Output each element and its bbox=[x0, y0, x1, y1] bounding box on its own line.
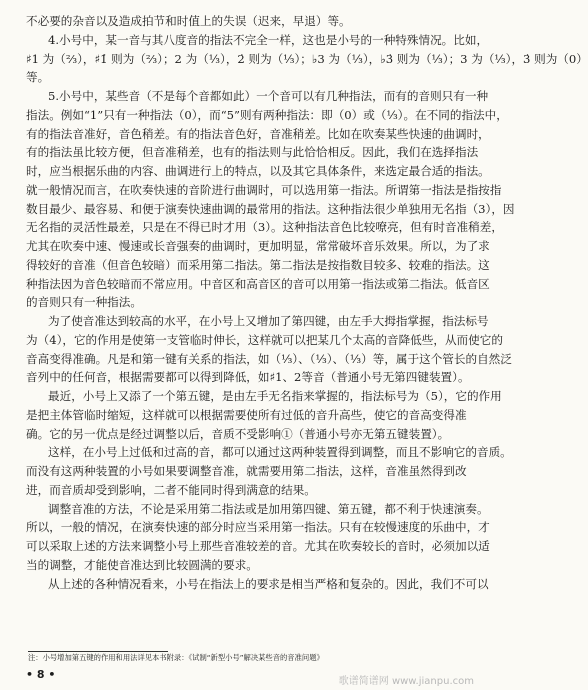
text-line: 数目最少、最容易、和便于演奏快速曲调的最常用的指法。这种指法很少单独用无名指（3），因 bbox=[26, 201, 515, 216]
text-line: 从上述的各种情况看来，小号在指法上的要求是相当严格和复杂的。因此，我们不可以 bbox=[48, 576, 489, 591]
watermark: 歌谱简谱网 www.jianpu.com bbox=[338, 676, 474, 687]
text-line: 种指法因为音色较暗而不常应用。中音区和高音区的音可以用第一指法或第二指法。低音区 bbox=[26, 276, 490, 291]
text-line: 5.小号中，某些音（不是每个音都如此）一个音可以有几种指法，而有的音则只有一种 bbox=[48, 89, 489, 103]
text-line: 确。它的另一优点是经过调整以后，音质不受影响①（普通小号亦无第五键装置）。 bbox=[26, 426, 450, 441]
text-line: 进，而音质却受到影响，二者不能同时得到满意的结果。 bbox=[26, 482, 316, 497]
text-line: 等。 bbox=[26, 70, 50, 85]
body-text bbox=[26, 12, 588, 593]
text-line: 尤其在吹奏中速、慢速或长音强奏的曲调时，更加明显，常常破坏音乐效果。所以，为了求 bbox=[26, 239, 490, 253]
text-line: 为了使音准达到较高的水平，在小号上又增加了第四键，由左手大拇指掌握，指法标号 bbox=[48, 314, 489, 328]
text-line: 是把主体管临时缩短，这样就可以根据需要使所有过低的音升高些，使它的音高变得准 bbox=[26, 407, 467, 422]
text-line: 而没有这两种装置的小号如果要调整音准，就需要用第二指法，这样，音准虽然得到改 bbox=[26, 464, 467, 478]
text-line: 这样，在小号上过低和过高的音，都可以通过这两种装置得到调整，而且不影响它的音质。 bbox=[48, 445, 512, 460]
footnote: 注：小号增加第五键的作用和用法详见本书附录：《试制“新型小号”解决某些音的音准问题》 bbox=[28, 653, 324, 662]
text-line: 音列中的任何音，根据需要都可以得到降低，如♯1、2等音（普通小号无第四键装置）。 bbox=[26, 370, 470, 385]
footnote-divider bbox=[28, 651, 168, 652]
text-line: 调整音准的方法，不论是采用第二指法或是加用第四键、第五键，都不利于快速演奏。 bbox=[48, 501, 489, 516]
text-line: 得较好的音准（但音色较暗）而采用第二指法。第二指法是按指数目较多、较难的指法。这 bbox=[26, 257, 490, 272]
text-line: 的音则只有一种指法。 bbox=[26, 295, 142, 310]
text-line: 音高变得准确。凡是和第一键有关系的指法，如（⅓）、（⅓）、（⅓）等，属于这个管长的自然泛 bbox=[26, 351, 512, 366]
text-line: 为（4），它的作用是使第一支管临时伸长，这样就可以把某几个太高的音降低些，从而使它的 bbox=[26, 332, 503, 347]
text-line: 当的调整，才能使音准达到比较圆满的要求。 bbox=[26, 557, 258, 572]
text-line: 所以，一般的情况，在演奏快速的部分时应当采用第一指法。只有在较慢速度的乐曲中，才 bbox=[26, 520, 490, 535]
text-line: 时，应当根据乐曲的内容、曲调进行上的特点，以及其它具体条件，来选定最合适的指法。 bbox=[26, 164, 490, 178]
text-line: 可以采取上述的方法来调整小号上那些音准较差的音。尤其在吹奏较长的音时，必须加以适 bbox=[26, 539, 490, 553]
text-line: 4.小号中，某一音与其八度音的指法不完全一样，这也是小号的一种特殊情况。比如， bbox=[48, 32, 489, 47]
text-line: 有的指法音准好，音色稍差。有的指法音色好，音准稍差。比如在吹奏某些快速的曲调时， bbox=[26, 126, 490, 141]
text-line: 无名指的灵活性最差，只是在不得已时才用（3）。这种指法音色比较嘹亮，但有时音准稍差， bbox=[26, 220, 503, 235]
text-line: 有的指法虽比较方便，但音准稍差，也有的指法则与此恰恰相反。因此，我们在选择指法 bbox=[26, 145, 479, 160]
page-number: • 8 • bbox=[26, 668, 56, 681]
text-line: 指法。例如“1”只有一种指法（0），而“5”则有两种指法：即（0）或（⅓）。在不同的指法中， bbox=[26, 107, 508, 122]
text-line: 不必要的杂音以及造成拍节和时值上的失误（迟来，早退）等。 bbox=[26, 14, 351, 28]
text-line: ♯1 为（⅔），♯1̇ 则为（⅔）；2 为（⅓），2̇ 则为（⅓）；♭3 为（⅓），♭3̇ 则为（⅓）；3 为（⅓），3̇ 则为（0） bbox=[26, 51, 588, 66]
text-line: 最近，小号上又添了一个第五键，是由左手无名指来掌握的，指法标号为（5），它的作用 bbox=[48, 389, 502, 403]
text-line: 就一般情况而言，在吹奏快速的音阶进行曲调时，可以选用第一指法。所谓第一指法是指按指 bbox=[26, 182, 502, 197]
